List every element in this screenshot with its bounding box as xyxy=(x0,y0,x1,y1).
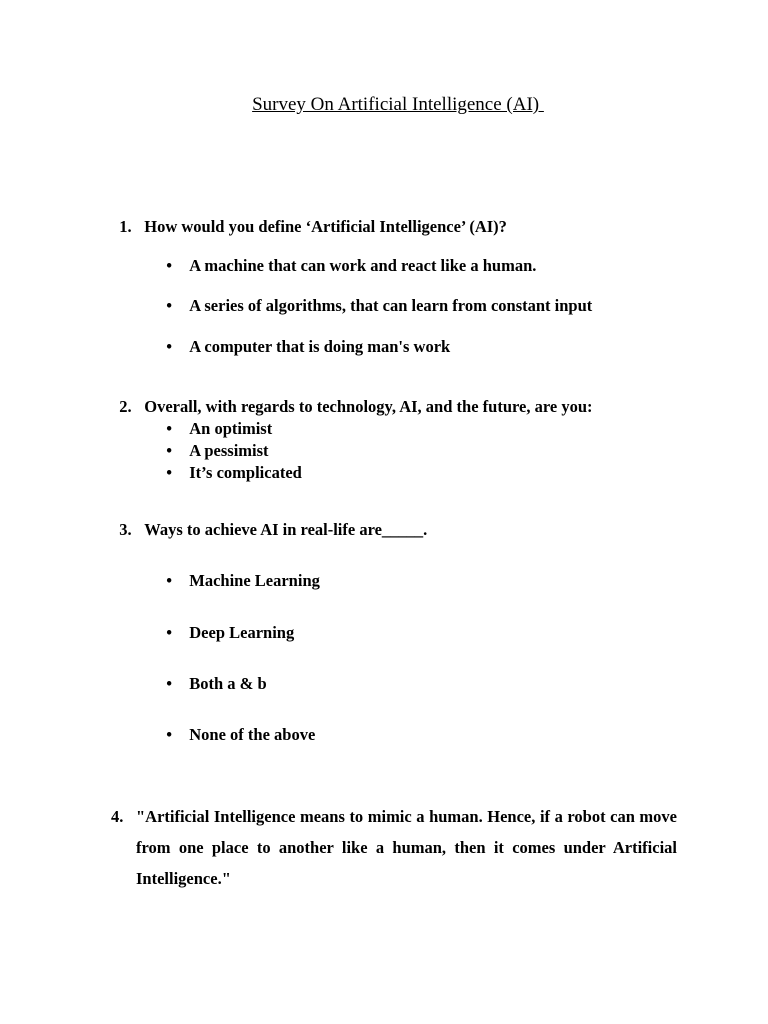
option-text: None of the above xyxy=(189,725,316,744)
option-text: A series of algorithms, that can learn from constant input xyxy=(189,296,593,315)
option-text: Machine Learning xyxy=(189,571,320,590)
option-text: An optimist xyxy=(189,419,273,438)
question-3 xyxy=(111,497,427,541)
bullet-icon: • xyxy=(166,674,173,693)
option-text: A pessimist xyxy=(189,441,269,460)
option-text: A machine that can work and react like a human. xyxy=(189,256,537,275)
list-item xyxy=(158,273,592,317)
list-item xyxy=(158,548,320,592)
option-text: Both a & b xyxy=(189,674,267,693)
bullet-icon: • xyxy=(166,571,173,590)
list-item xyxy=(158,314,450,358)
option-text: It’s complicated xyxy=(189,463,302,482)
bullet-icon: • xyxy=(166,337,173,356)
page-title: Survey On Artificial Intelligence (AI) xyxy=(252,94,544,115)
question-4 xyxy=(111,801,677,894)
question-text: Ways to achieve AI in real-life are_____. xyxy=(144,520,428,539)
question-number: 1. xyxy=(119,217,132,236)
list-item xyxy=(158,651,267,695)
option-text: A computer that is doing man's work xyxy=(189,337,451,356)
list-item xyxy=(158,440,302,484)
question-1 xyxy=(111,194,507,238)
question-text: Overall, with regards to technology, AI, and the future, are you: xyxy=(144,397,593,416)
bullet-icon: • xyxy=(166,419,173,438)
bullet-icon: • xyxy=(166,296,173,315)
question-number: 2. xyxy=(119,397,132,416)
list-item xyxy=(158,702,315,746)
list-item xyxy=(158,233,536,277)
question-number: 4. xyxy=(111,807,124,826)
bullet-icon: • xyxy=(166,623,173,642)
question-number: 3. xyxy=(119,520,132,539)
bullet-icon: • xyxy=(166,725,173,744)
list-item xyxy=(158,600,294,644)
bullet-icon: • xyxy=(166,441,173,460)
bullet-icon: • xyxy=(166,256,173,275)
question-text: How would you define ‘Artificial Intelligence’ (AI)? xyxy=(144,217,507,236)
bullet-icon: • xyxy=(166,463,173,482)
option-text: Deep Learning xyxy=(189,623,295,642)
question-text: "Artificial Intelligence means to mimic a human. Hence, if a robot can move from one place to another like a human, then it comes under Artificial Intelligence." xyxy=(136,807,677,888)
